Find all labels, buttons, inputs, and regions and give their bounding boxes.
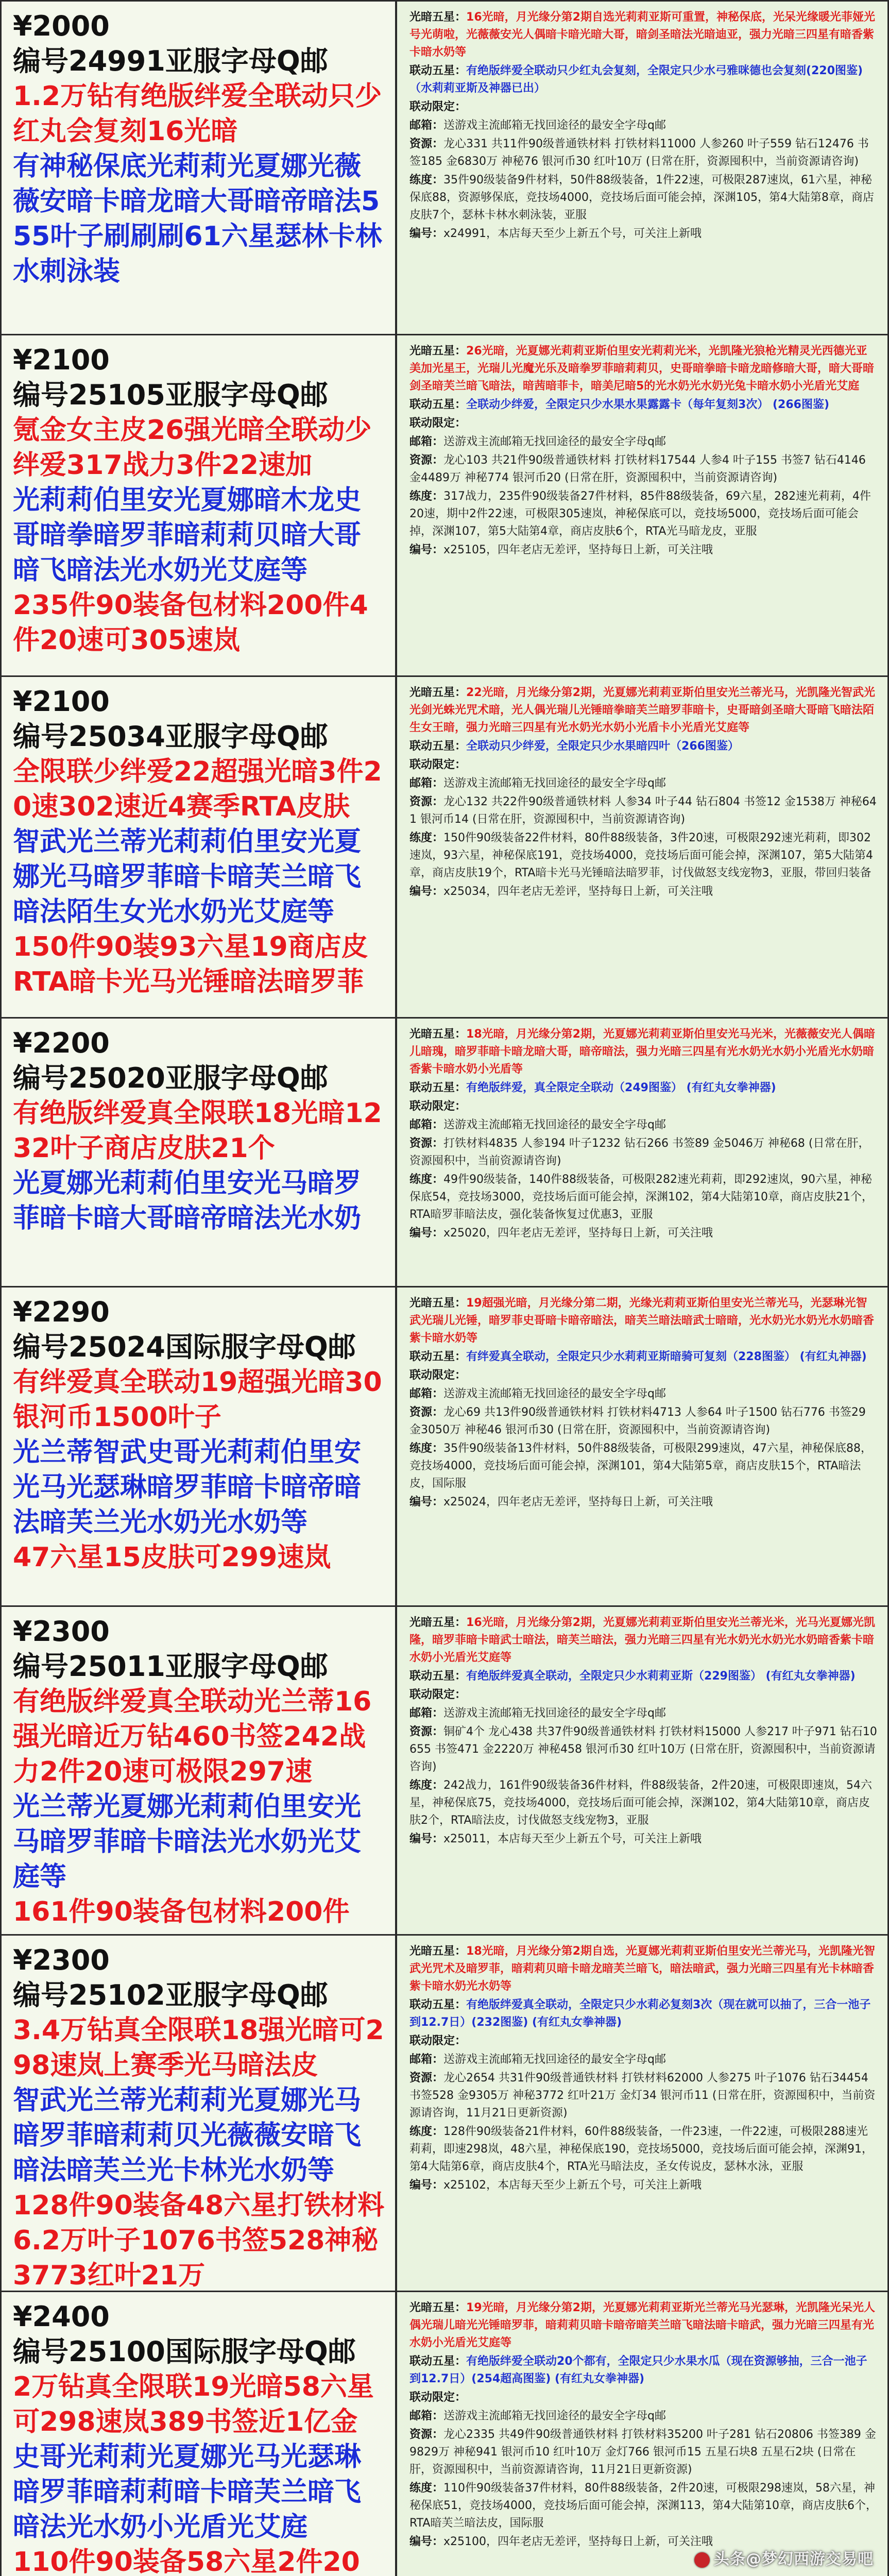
listing-row	[2, 1936, 889, 2292]
detail-label: 资源：	[409, 795, 444, 808]
detail-label: 邮箱：	[409, 2410, 444, 2422]
detail-label: 光暗五星：	[409, 686, 467, 699]
listing-highlight-red: 3.4万钻真全限联18强光暗可298速岚上赛季光马暗法皮	[13, 2015, 384, 2081]
listing-highlight-red-secondary: 161件90装备包材料200件	[13, 1896, 350, 1927]
detail-line	[409, 2070, 877, 2122]
detail-label: 邮箱：	[409, 435, 444, 448]
detail-line	[409, 135, 877, 171]
detail-value: 317战力，235件90级装备27件材料，85件88级装备，69六星，282速光莉莉，4件20速，期中2件22速，可极限305速岚，神秘保底可以，竞技场5000，竞技场后面可能会掉，深渊107，第5大陆第4章，商店皮肤6个，RTA光马暗龙皮，亚服	[409, 490, 871, 538]
detail-value: 242战力，161件90级装备36件材料，件88级装备，2件20速，可极限即速岚，54六星，神秘保底75，竞技场4000，竞技场后面可能会掉，深渊102，第4大陆第10章，商店皮肤2个，RTA暗法皮，讨伐做怒支线宠物3，亚服	[409, 1779, 872, 1827]
detail-line	[409, 1705, 877, 1722]
detail-value: 有绝版绊爱全联动20个都有，全限定只少水果水瓜（现在资源够抽，三合一池子到12.7日）(254超高图鉴) (有红丸女拳神器)	[409, 2355, 867, 2385]
detail-line	[409, 62, 877, 97]
detail-line	[409, 2051, 877, 2069]
detail-label: 光暗五星：	[409, 1297, 467, 1310]
detail-line	[409, 1135, 877, 1170]
detail-line	[409, 488, 877, 540]
detail-line	[409, 1494, 877, 1511]
detail-label: 联动五星：	[409, 2355, 467, 2368]
detail-label: 联动五星：	[409, 1081, 467, 1094]
listing-highlight-red: 有绝版绊爱真全限联18光暗1232叶子商店皮肤21个	[13, 1098, 382, 1164]
detail-line	[409, 1171, 877, 1224]
listing-highlight-red-secondary: 47六星15皮肤可299速岚	[13, 1542, 331, 1573]
detail-label: 联动五星：	[409, 1350, 467, 1363]
listing-summary	[2, 2, 397, 334]
detail-label: 联动限定：	[409, 758, 467, 771]
detail-label: 联动限定：	[409, 2035, 467, 2047]
detail-line	[409, 9, 877, 61]
detail-line	[409, 1777, 877, 1829]
listing-details	[397, 2292, 889, 2576]
detail-value: 全联动少绊爱，全限定只少水果水果露露卡（每年复刻3次） (266图鉴)	[466, 398, 830, 411]
detail-line	[409, 2426, 877, 2479]
listing-summary	[2, 1607, 397, 1934]
listing-highlight-red: 2万钻真全限联19光暗58六星可298速岚389书签近1亿金	[13, 2371, 374, 2437]
listing-highlight-blue: 史哥光莉莉光夏娜光马光瑟琳暗罗菲暗莉莉暗卡暗芙兰暗飞暗法光水奶小光盾光艾庭	[13, 2442, 362, 2543]
detail-line	[409, 1440, 877, 1493]
detail-label: 练度：	[409, 1173, 444, 1186]
detail-value: x25020，四年老店无差评，坚持每日上新，可关注哦	[443, 1227, 713, 1240]
detail-value: 有绝版绊爱真全联动，全限定只少水莉必复刻3次（现在就可以抽了，三合一池子到12.7日）(232图鉴) (有红丸女拳神器)	[409, 1998, 871, 2029]
listing-details	[397, 2, 889, 334]
listing-highlight-blue: 光兰蒂智武史哥光莉莉伯里安光马光瑟琳暗罗菲暗卡暗帝暗法暗芙兰光水奶光水奶等	[13, 1437, 362, 1538]
listing-highlight-blue: 光莉莉伯里安光夏娜暗木龙史哥暗拳暗罗菲暗莉莉贝暗大哥暗飞暗法光水奶光艾庭等	[13, 485, 362, 586]
detail-line	[409, 738, 877, 755]
detail-line	[409, 452, 877, 487]
detail-label: 资源：	[409, 1725, 444, 1738]
detail-line	[409, 1367, 877, 1384]
toutiao-logo-icon	[694, 2552, 710, 2568]
detail-value: 110件90级装备37件材料，80件88级装备，2件20速，可极限298速岚，58六星，神秘保底51，竞技场4000，竞技场后面可能会掉，深渊113，第4大陆第10章，商店皮肤6个，RTA暗芙兰暗法皮，国际服	[409, 2482, 877, 2530]
detail-value: x24991，本店每天至少上新五个号，可关注上新哦	[443, 227, 702, 240]
detail-label: 编号：	[409, 885, 444, 898]
detail-label: 资源：	[409, 1137, 444, 1150]
listing-code: 编号25024国际服字母Q邮	[13, 1331, 356, 1363]
detail-label: 光暗五星：	[409, 1616, 467, 1629]
detail-label: 邮箱：	[409, 119, 444, 132]
detail-line	[409, 1026, 877, 1078]
detail-line	[409, 1295, 877, 1347]
detail-value: 龙心103 共21件90级普通铁材料 打铁材料17544 人参4 叶子155 书签7 钻石4146 金4489万 神秘774 银河币20 (日常在肝，资源囤积中，当前资源请咨询)	[409, 454, 866, 484]
detail-line	[409, 2408, 877, 2425]
listing-highlight-blue: 光兰蒂光夏娜光莉莉伯里安光马暗罗菲暗卡暗法光水奶光艾庭等	[13, 1791, 362, 1892]
detail-line	[409, 793, 877, 828]
detail-label: 练度：	[409, 832, 444, 844]
detail-label: 邮箱：	[409, 777, 444, 790]
listing-highlight-blue: 智武光兰蒂光莉莉伯里安光夏娜光马暗罗菲暗卡暗芙兰暗飞暗法陌生女光水奶光艾庭等	[13, 826, 362, 927]
detail-value: 有绝版绊爱真全联动，全限定只少水莉莉亚斯（229图鉴） (有红丸女拳神器)	[466, 1670, 856, 1683]
listing-code: 编号25102亚服字母Q邮	[13, 1979, 328, 2011]
detail-value: 铜矿4个 龙心438 共37件90级普通铁材料 打铁材料15000 人参217 叶子971 钻石10655 书签471 金2220万 神秘458 银河币30 红叶10万 (日常在肝，资源囤积中，当前资源请咨询)	[409, 1725, 877, 1773]
listing-summary	[2, 335, 397, 675]
listing-details	[397, 335, 889, 675]
detail-line	[409, 883, 877, 901]
detail-line	[409, 1385, 877, 1403]
listing-summary	[2, 677, 397, 1017]
listing-details	[397, 1019, 889, 1286]
detail-line	[409, 829, 877, 882]
detail-label: 练度：	[409, 1442, 444, 1455]
listing-price: ¥2200	[13, 1027, 110, 1059]
detail-line	[409, 2389, 877, 2406]
detail-label: 练度：	[409, 1779, 444, 1792]
detail-line	[409, 684, 877, 737]
detail-value: 龙心331 共11件90级普通铁材料 打铁材料11000 人参260 叶子559 钻石12476 书签185 金6830万 神秘76 银河币30 红叶10万 (日常在肝，资源囤积中，当前资源请咨询)	[409, 138, 869, 168]
listing-details	[397, 1607, 889, 1934]
detail-value: 35件90级装备13件材料，50件88级装备，可极限299速岚，47六星，神秘保底88，竞技场4000，竞技场后面可能会掉，深渊101，第4大陆第5章，商店皮肤15个，RTA暗法皮，国际服	[409, 1442, 872, 1490]
listing-row	[2, 2292, 889, 2576]
listing-row	[2, 677, 889, 1019]
detail-value: 送游戏主流邮箱无找回途径的最安全字母q邮	[443, 777, 666, 790]
detail-line	[409, 1348, 877, 1366]
detail-line	[409, 775, 877, 792]
listing-price: ¥2300	[13, 1615, 110, 1648]
detail-line	[409, 1225, 877, 1242]
detail-label: 光暗五星：	[409, 1945, 467, 1958]
detail-label: 资源：	[409, 2072, 444, 2084]
detail-value: 送游戏主流邮箱无找回途径的最安全字母q邮	[443, 1387, 666, 1400]
detail-value: x25100，四年老店无差评，坚持每日上新，可关注哦	[443, 2535, 713, 2548]
detail-value: 龙心132 共22件90级普通铁材料 人参34 叶子44 钻石804 书签12 金1538万 神秘641 银河币14 (日常在肝，资源囤积中，当前资源请咨询)	[409, 795, 877, 826]
detail-value: x25011，本店每天至少上新五个号，可关注上新哦	[443, 1833, 702, 1845]
detail-line	[409, 1614, 877, 1667]
detail-line	[409, 433, 877, 451]
listing-row	[2, 1287, 889, 1607]
detail-value: 150件90级装备22件材料，80件88级装备，3件20速，可极限292速光莉莉，即302速岚，93六星，神秘保底191，竞技场4000，竞技场后面可能会掉，深渊107，第5大陆第4章，商店皮肤19个，RTA暗卡光马光锤暗法暗罗菲，讨伐做怒支线宠物3，亚服，带回归装备	[409, 832, 873, 879]
detail-value: 35件90级装备9件材料，50件88级装备，1件22速，可极限287速岚，61六星，神秘保底88，资源够保底，竞技场4000，竞技场后面可能会掉，深渊105，第4大陆第8章，商店皮肤7个，瑟林卡林水刺泳装，亚服	[409, 174, 874, 222]
detail-label: 联动五星：	[409, 1670, 467, 1683]
listing-highlight-blue: 智武光兰蒂光莉莉光夏娜光马暗罗菲暗莉莉贝光薇薇安暗飞暗法暗芙兰光卡林光水奶等	[13, 2085, 362, 2186]
detail-label: 邮箱：	[409, 1118, 444, 1131]
detail-label: 练度：	[409, 174, 444, 187]
detail-line	[409, 1996, 877, 2031]
listing-row	[2, 1607, 889, 1936]
detail-line	[409, 2177, 877, 2194]
detail-line	[409, 756, 877, 774]
detail-value: 16光暗，月光缘分第2期，光夏娜光莉莉亚斯伯里安光兰蒂光米，光马光夏娜光凯隆，暗罗菲暗卡暗武士暗法，暗芙兰暗法，强力光暗三四星有光水奶光水奶光水奶暗香紫卡暗水奶小光盾光艾庭等	[409, 1616, 875, 1664]
detail-label: 联动限定：	[409, 1100, 467, 1113]
detail-label: 联动五星：	[409, 64, 467, 77]
listing-summary	[2, 2292, 397, 2576]
detail-label: 资源：	[409, 1406, 444, 1419]
listing-code: 编号24991亚服字母Q邮	[13, 45, 328, 77]
detail-label: 资源：	[409, 454, 444, 467]
listing-highlight-red-secondary: 110件90装备58六星2件20	[13, 2547, 360, 2576]
detail-value: 送游戏主流邮箱无找回途径的最安全字母q邮	[443, 435, 666, 448]
listing-highlight-blue: 光夏娜光莉莉伯里安光马暗罗菲暗卡暗大哥暗帝暗法光水奶	[13, 1168, 362, 1234]
detail-label: 编号：	[409, 1496, 444, 1509]
detail-line	[409, 172, 877, 224]
detail-line	[409, 1116, 877, 1134]
detail-line	[409, 1943, 877, 1995]
listing-code: 编号25011亚服字母Q邮	[13, 1650, 328, 1683]
detail-line	[409, 2123, 877, 2176]
detail-label: 练度：	[409, 2482, 444, 2495]
listing-row	[2, 1019, 889, 1287]
detail-value: 有绝版绊爱全联动只少红丸会复刻，全限定只少水弓雅咪德也会复刻(220图鉴) （水莉莉亚斯及神器已出）	[409, 64, 863, 95]
detail-line	[409, 1079, 877, 1097]
detail-value: 有绊爱真全联动，全限定只少水莉莉亚斯暗骑可复刻（228图鉴） (有红丸神器)	[466, 1350, 867, 1363]
listing-highlight-red: 有绝版绊爱真全联动光兰蒂16强光暗近万钻460书签242战力2件20速可极限297速	[13, 1686, 372, 1787]
detail-line	[409, 1686, 877, 1704]
detail-value: x25105，四年老店无差评，坚持每日上新，可关注哦	[443, 544, 713, 556]
detail-label: 联动限定：	[409, 100, 467, 113]
detail-label: 光暗五星：	[409, 345, 467, 358]
listing-price: ¥2300	[13, 1944, 110, 1976]
listing-highlight-red-secondary: 128件90装备48六星打铁材料6.2万叶子1076书签528神秘3773红叶21万	[13, 2190, 385, 2291]
detail-value: 送游戏主流邮箱无找回途径的最安全字母q邮	[443, 1707, 666, 1720]
listing-highlight-red: 全限联少绊爱22超强光暗3件20速302速近4赛季RTA皮肤	[13, 756, 382, 822]
watermark-text: 头条@梦幻西游交易吧	[714, 2550, 874, 2568]
listing-highlight-red-secondary: 150件90装93六星19商店皮RTA暗卡光马光锤暗法暗罗菲	[13, 931, 368, 997]
detail-line	[409, 2353, 877, 2388]
detail-label: 光暗五星：	[409, 2301, 467, 2314]
detail-line	[409, 2032, 877, 2050]
detail-label: 联动五星：	[409, 740, 467, 753]
detail-value: 送游戏主流邮箱无找回途径的最安全字母q邮	[443, 1118, 666, 1131]
listing-highlight-red: 1.2万钻有绝版绊爱全联动只少红丸会复刻16光暗	[13, 81, 382, 147]
listing-row	[2, 335, 889, 677]
detail-label: 编号：	[409, 227, 444, 240]
detail-value: x25024，四年老店无差评，坚持每日上新，可关注哦	[443, 1496, 713, 1509]
detail-label: 联动五星：	[409, 398, 467, 411]
detail-label: 资源：	[409, 138, 444, 150]
detail-value: 16光暗，月光缘分第2期自选光莉莉亚斯可重置，神秘保底，光呆光缘暖光菲娅光号光萌啦，光薇薇安光人偶暗卡暗光暗大哥，暗剑圣暗法光暗迪亚，强力光暗三四星有暗香紫卡暗水奶等	[409, 11, 875, 59]
listing-details	[397, 1936, 889, 2291]
listing-details	[397, 677, 889, 1017]
listing-code: 编号25100国际服字母Q邮	[13, 2335, 356, 2368]
listing-code: 编号25105亚服字母Q邮	[13, 379, 328, 411]
detail-line	[409, 98, 877, 116]
detail-value: 26光暗，光夏娜光莉莉亚斯伯里安光莉莉光米，光凯隆光狼枪光精灵光西德光亚美加光星王，光瑞儿光魔光乐及暗拳罗菲暗莉莉贝，史哥暗拳暗卡暗龙暗修暗大哥，暗大哥暗剑圣暗芙兰暗飞暗法，暗茜暗菲卡，暗美尼暗5的光水奶光水奶光兔卡暗水奶小光盾光艾庭	[409, 345, 875, 393]
detail-label: 联动限定：	[409, 1688, 467, 1701]
detail-value: 龙心2654 共31件90级普通铁材料 打铁材料62000 人参275 叶子1076 钻石34454 书签528 金9305万 神秘3772 红叶21万 金灯34 银河币11 (日常在肝，资源囤积中，当前资源请咨询，11月21日更新资源)	[409, 2072, 876, 2120]
detail-value: x25034，四年老店无差评，坚持每日上新，可关注哦	[443, 885, 713, 898]
listing-price: ¥2100	[13, 344, 110, 376]
detail-line	[409, 541, 877, 559]
detail-label: 联动五星：	[409, 1998, 467, 2011]
listing-price: ¥2100	[13, 685, 110, 718]
detail-label: 练度：	[409, 2125, 444, 2138]
detail-value: 全联动只少绊爱，全限定只少水果暗四叶（266图鉴）	[466, 740, 739, 753]
detail-label: 联动限定：	[409, 417, 467, 430]
detail-label: 编号：	[409, 544, 444, 556]
listing-row	[2, 2, 889, 335]
detail-label: 光暗五星：	[409, 1028, 467, 1041]
listing-code: 编号25020亚服字母Q邮	[13, 1062, 328, 1094]
detail-line	[409, 117, 877, 134]
detail-line	[409, 1723, 877, 1776]
detail-value: 19光暗，月光缘分第2期，光夏娜光莉莉亚斯光兰蒂光马光瑟琳，光凯隆光呆光人偶光瑞儿暗光光锤暗罗菲，暗莉莉贝暗卡暗帝暗芙兰暗飞暗法暗卡暗武，强力光暗三四星有光水奶小光盾光艾庭等	[409, 2301, 875, 2349]
detail-value: 128件90级装备21件材料，60件88级装备，一件23速，一件22速，可极限288速光莉莉，即速298岚，48六星，神秘保底190，竞技场5000，竞技场后面可能会掉，深渊91，第4大陆第6章，商店皮肤4个，RTA光马暗法皮，圣女传说皮，瑟林水泳，亚服	[409, 2125, 873, 2173]
detail-value: 19超强光暗，月光缘分第二期，光缘光莉莉亚斯伯里安光兰蒂光马，光瑟琳光智武光瑞儿光锤，暗罗菲史哥暗卡暗帝暗法，暗芙兰暗法暗武士暗暗，光水奶光水奶光水奶暗香紫卡暗水奶等	[409, 1297, 875, 1345]
watermark	[694, 2546, 874, 2569]
detail-label: 编号：	[409, 2535, 444, 2548]
listing-highlight-blue: 有神秘保底光莉莉光夏娜光薇薇安暗卡暗龙暗大哥暗帝暗法555叶子刷刷刷61六星瑟林卡林水刺泳装	[13, 151, 382, 287]
detail-line	[409, 2480, 877, 2532]
detail-line	[409, 1404, 877, 1439]
detail-value: 49件90级装备，140件88级装备，可极限282速光莉莉，即292速岚，90六星，神秘保底54，竞技场3000，竞技场后面可能会掉，深渊102，第4大陆第10章，商店皮肤21个，RTA暗罗菲暗法皮，强化装备恢复过优惠3，亚服	[409, 1173, 873, 1221]
detail-line	[409, 1668, 877, 1685]
detail-label: 联动限定：	[409, 2391, 467, 2404]
detail-value: 龙心2335 共49件90级普通铁材料 打铁材料35200 叶子281 钻石20806 书签389 金9829万 神秘941 银河币10 红叶10万 金灯766 银河币15 五星石块8 五星石2块 (日常在肝，资源囤积中，当前资源请咨询，11月21日更新资源)	[409, 2428, 876, 2476]
detail-value: 龙心69 共13件90级普通铁材料 打铁材料4713 人参64 叶子1500 钻石776 书签29 金3050万 神秘46 银河币30 (日常在肝，资源囤积中，当前资源请咨询)	[409, 1406, 866, 1436]
detail-value: 18光暗，月光缘分第2期，光夏娜光莉莉亚斯伯里安光马光米，光薇薇安光人偶暗儿暗瑰，暗罗菲暗卡暗龙暗大哥，暗帝暗法，强力光暗三四星有光水奶光水奶小光盾光水奶暗香紫卡暗水奶小光盾等	[409, 1028, 875, 1076]
detail-line	[409, 2299, 877, 2352]
listing-highlight-red: 有绊爱真全联动19超强光暗30银河币1500叶子	[13, 1367, 382, 1433]
listing-price: ¥2400	[13, 2300, 110, 2333]
detail-value: 22光暗，月光缘分第2期，光夏娜光莉莉亚斯伯里安光兰蒂光马，光凯隆光智武光光剑光蛛光咒术暗，光人偶光瑞儿光锤暗拳暗芙兰暗罗菲暗卡，史哥暗剑圣暗大哥暗飞暗法陌生女王暗，强力光暗三四星有光水奶光水奶小光盾卡小光盾光艾庭等	[409, 686, 875, 734]
detail-label: 邮箱：	[409, 1387, 444, 1400]
detail-value: 送游戏主流邮箱无找回途径的最安全字母q邮	[443, 2053, 666, 2066]
detail-line	[409, 343, 877, 395]
listing-summary	[2, 1287, 397, 1605]
detail-label: 编号：	[409, 2179, 444, 2192]
listing-summary	[2, 1019, 397, 1286]
detail-label: 邮箱：	[409, 1707, 444, 1720]
detail-line	[409, 225, 877, 243]
listing-details	[397, 1287, 889, 1605]
detail-value: 18光暗，月光缘分第2期自选，光夏娜光莉莉亚斯伯里安光兰蒂光马，光凯隆光智武光咒术及暗罗菲，暗莉莉贝暗卡暗龙暗芙兰暗飞，暗法暗武，强力光暗三四星有光卡林暗香紫卡暗水奶光水奶等	[409, 1945, 875, 1993]
detail-label: 邮箱：	[409, 2053, 444, 2066]
detail-value: x25102，本店每天至少上新五个号，可关注上新哦	[443, 2179, 702, 2192]
detail-value: 送游戏主流邮箱无找回途径的最安全字母q邮	[443, 2410, 666, 2422]
detail-label: 资源：	[409, 2428, 444, 2441]
detail-line	[409, 1831, 877, 1848]
listing-highlight-red-secondary: 235件90装备包材料200件4件20速可305速岚	[13, 590, 368, 656]
detail-label: 编号：	[409, 1833, 444, 1845]
listing-summary	[2, 1936, 397, 2291]
detail-value: 送游戏主流邮箱无找回途径的最安全字母q邮	[443, 119, 666, 132]
detail-label: 编号：	[409, 1227, 444, 1240]
detail-line	[409, 1098, 877, 1115]
listing-code: 编号25034亚服字母Q邮	[13, 720, 328, 753]
detail-label: 联动限定：	[409, 1369, 467, 1382]
listing-price: ¥2000	[13, 10, 110, 42]
detail-line	[409, 415, 877, 432]
detail-label: 光暗五星：	[409, 11, 467, 24]
listing-highlight-red: 氪金女主皮26强光暗全联动少绊爱317战力3件22速加	[13, 415, 372, 481]
detail-value: 有绝版绊爱，真全限定全联动（249图鉴） (有红丸女拳神器)	[466, 1081, 776, 1094]
listing-price: ¥2290	[13, 1296, 110, 1328]
detail-value: 打铁材料4835 人参194 叶子1232 钻石266 书签89 金5046万 神秘68 (日常在肝，资源囤积中，当前资源请咨询)	[409, 1137, 870, 1167]
detail-label: 练度：	[409, 490, 444, 503]
detail-line	[409, 396, 877, 414]
